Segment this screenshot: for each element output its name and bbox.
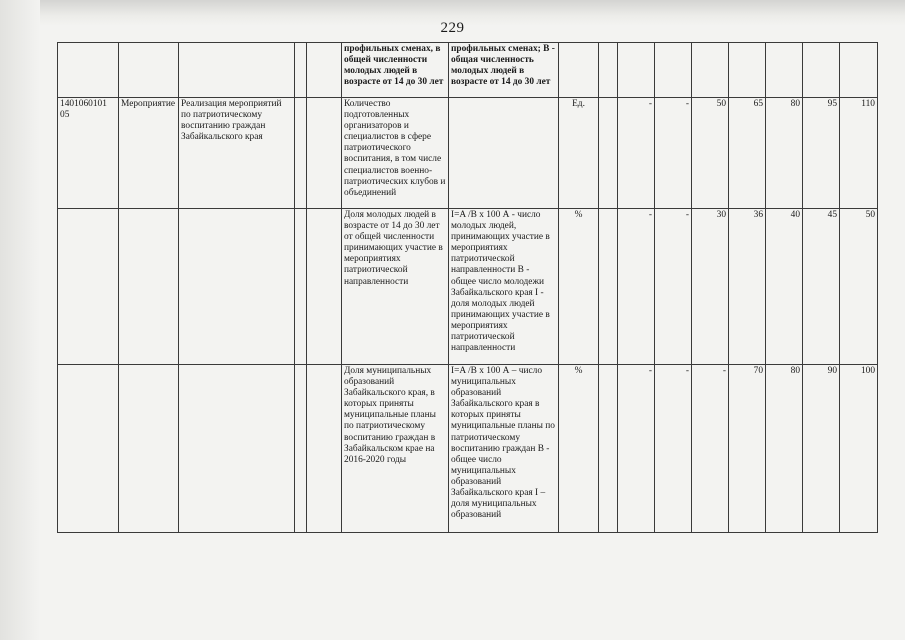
cell-name xyxy=(179,43,295,98)
cell-code xyxy=(58,43,119,98)
cell-empty xyxy=(307,43,342,98)
cell-value: - xyxy=(692,365,729,533)
cell-code xyxy=(58,209,119,365)
cell-method: I=A /B х 100 А – число муниципальных образований Забайкальского края в которых приняты муниципальные планы по патриотическому воспитанию граждан В - общее число муниципальных образований Забайкальского края I – доля муниципальных образований xyxy=(449,365,559,533)
cell-value: 50 xyxy=(692,98,729,209)
cell-value: - xyxy=(618,365,655,533)
cell-empty xyxy=(295,365,307,533)
cell-value xyxy=(766,43,803,98)
cell-code: 1401060101 05 xyxy=(58,98,119,209)
cell-indicator: Количество подготовленных организаторов и специалистов в сфере патриотического воспитания, в том числе специалистов военно-патриотических клубов и объединений xyxy=(342,98,449,209)
cell-method xyxy=(449,98,559,209)
cell-value: 30 xyxy=(692,209,729,365)
scan-shadow-left xyxy=(0,0,40,640)
cell-method: I=A /B х 100 А - число молодых людей, принимающих участие в мероприятиях патриотической направленности В - общее число молодежи Забайкальского края I - доля молодых людей принимающих участие в мероприятиях патриотической направленности xyxy=(449,209,559,365)
cell-value xyxy=(729,43,766,98)
cell-value: - xyxy=(655,98,692,209)
indicator-table xyxy=(57,42,878,533)
page-number: 229 xyxy=(440,20,465,36)
cell-unit xyxy=(559,43,599,98)
cell-value: 110 xyxy=(840,98,878,209)
cell-value: 65 xyxy=(729,98,766,209)
cell-value xyxy=(803,43,840,98)
cell-unit: % xyxy=(559,209,599,365)
cell-type xyxy=(119,209,179,365)
table-row xyxy=(58,43,878,98)
cell-method: профильных сменах; В - общая численность молодых людей в возрасте от 14 до 30 лет xyxy=(449,43,559,98)
cell-value: 50 xyxy=(840,209,878,365)
cell-value: 70 xyxy=(729,365,766,533)
cell-value: - xyxy=(655,365,692,533)
cell-name xyxy=(179,209,295,365)
cell-empty xyxy=(307,98,342,209)
cell-unit: % xyxy=(559,365,599,533)
table-row xyxy=(58,209,878,365)
cell-value: 100 xyxy=(840,365,878,533)
cell-empty xyxy=(307,209,342,365)
cell-value: - xyxy=(618,98,655,209)
cell-unit: Ед. xyxy=(559,98,599,209)
cell-code xyxy=(58,365,119,533)
cell-indicator: профильных сменах, в общей численности молодых людей в возрасте от 14 до 30 лет xyxy=(342,43,449,98)
cell-type xyxy=(119,365,179,533)
cell-name xyxy=(179,365,295,533)
cell-empty xyxy=(599,98,618,209)
cell-value: - xyxy=(618,209,655,365)
cell-value: 80 xyxy=(766,98,803,209)
cell-value xyxy=(655,43,692,98)
cell-value: 90 xyxy=(803,365,840,533)
table-row xyxy=(58,365,878,533)
cell-type: Мероприятие xyxy=(119,98,179,209)
cell-indicator: Доля муниципальных образований Забайкальского края, в которых приняты муниципальные планы по патриотическому воспитанию граждан в Забайкальском крае на 2016-2020 годы xyxy=(342,365,449,533)
cell-value: 36 xyxy=(729,209,766,365)
cell-indicator: Доля молодых людей в возрасте от 14 до 30 лет от общей численности принимающих участие в мероприятиях патриотической направленности xyxy=(342,209,449,365)
cell-value xyxy=(840,43,878,98)
cell-value: 95 xyxy=(803,98,840,209)
cell-empty xyxy=(307,365,342,533)
cell-empty xyxy=(599,43,618,98)
cell-empty xyxy=(295,98,307,209)
cell-value xyxy=(692,43,729,98)
table-row xyxy=(58,98,878,209)
cell-type xyxy=(119,43,179,98)
cell-empty xyxy=(295,209,307,365)
cell-empty xyxy=(599,365,618,533)
cell-name: Реализация мероприятий по патриотическому воспитанию граждан Забайкальского края xyxy=(179,98,295,209)
cell-empty xyxy=(599,209,618,365)
cell-value: 40 xyxy=(766,209,803,365)
cell-empty xyxy=(295,43,307,98)
cell-value xyxy=(618,43,655,98)
cell-value: - xyxy=(655,209,692,365)
cell-value: 45 xyxy=(803,209,840,365)
cell-value: 80 xyxy=(766,365,803,533)
